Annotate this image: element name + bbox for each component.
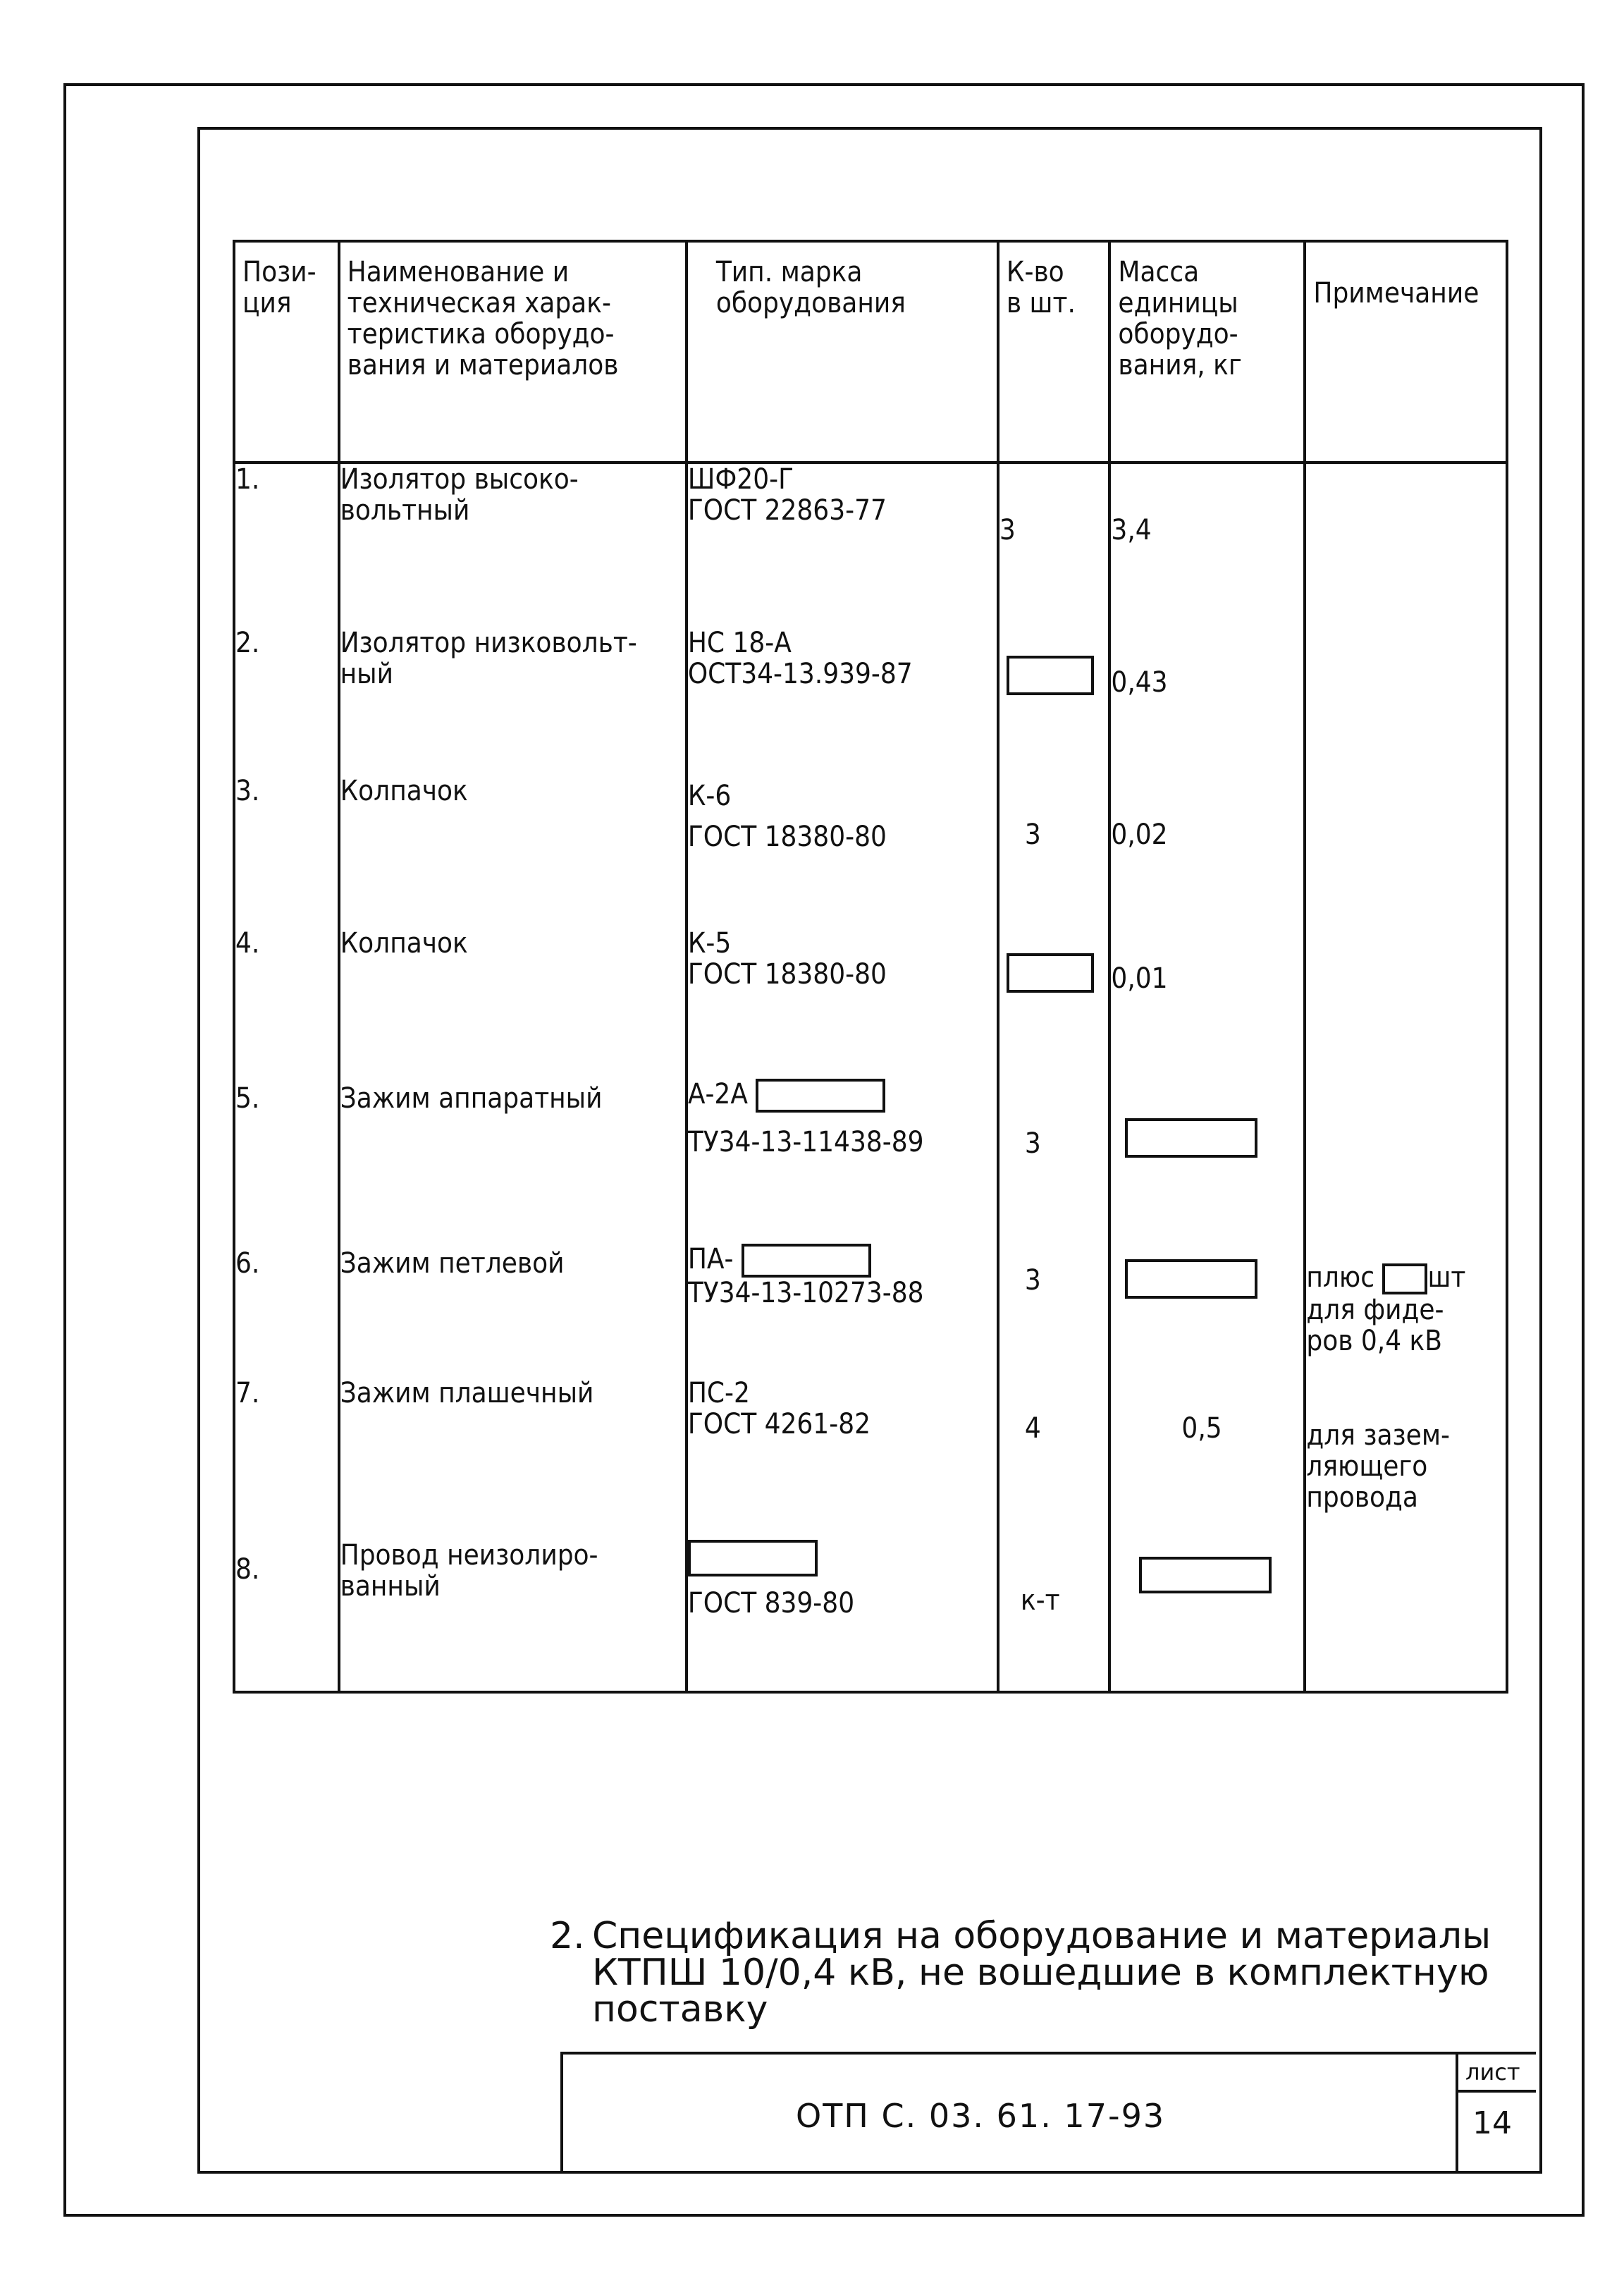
sheet-divider: [1458, 2090, 1536, 2093]
cell-mass: 3,4: [1109, 463, 1305, 620]
cell-note: [1305, 1069, 1507, 1234]
cell-quantity: 4: [998, 1371, 1110, 1526]
cell-mass: [1109, 1526, 1305, 1692]
blank-box: [688, 1540, 818, 1576]
cell-mass: [1109, 1069, 1305, 1234]
type-line1: А-2А: [687, 1078, 748, 1110]
type-line1: ПА-: [687, 1243, 734, 1275]
cell-position: 7.: [234, 1371, 339, 1526]
table-row: [234, 773, 1507, 925]
cell-mass: [1109, 1234, 1305, 1371]
blank-box: [1007, 953, 1094, 993]
cell-position: 8.: [234, 1526, 339, 1692]
table-row: [234, 1371, 1507, 1526]
blank-box: [756, 1079, 885, 1113]
cell-name: Изолятор низковольт- ный: [339, 620, 687, 773]
cell-type: ШФ20-Г ГОСТ 22863-77: [687, 463, 998, 620]
cell-name: Зажим петлевой: [339, 1234, 687, 1371]
table-row: [234, 1069, 1507, 1234]
cell-type: К-6 ГОСТ 18380-80: [687, 773, 998, 925]
caption-line: Спецификация на оборудование и материалы: [592, 1915, 1491, 1957]
cell-mass: 0,5: [1109, 1371, 1305, 1526]
header-type: Тип. марка оборудования: [687, 241, 998, 463]
cell-quantity: 3: [998, 463, 1110, 620]
cell-quantity: [998, 925, 1110, 1069]
cell-type: [687, 1069, 998, 1234]
cell-type: ПС-2 ГОСТ 4261-82: [687, 1371, 998, 1526]
blank-box: [742, 1244, 871, 1278]
cell-name: Колпачок: [339, 773, 687, 925]
caption: [550, 1915, 1491, 2031]
blank-box: [1139, 1557, 1272, 1593]
specification-table: [233, 240, 1508, 1694]
caption-line: КТПШ 10/0,4 кВ, не вошедшие в комплектную: [592, 1952, 1489, 1994]
cell-mass: 0,43: [1109, 620, 1305, 773]
cell-quantity: [998, 620, 1110, 773]
cell-quantity: 3: [998, 1234, 1110, 1371]
blank-box: [1382, 1263, 1427, 1294]
header-name: Наименование и техническая харак- теристика оборудо- вания и материалов: [339, 241, 687, 463]
cell-note: [1305, 925, 1507, 1069]
caption-line: поставку: [592, 1988, 768, 2031]
cell-type: [687, 1234, 998, 1371]
type-line2: ГОСТ 839-80: [687, 1587, 855, 1619]
cell-position: 1.: [234, 463, 339, 620]
cell-note: для зазем- ляющего провода: [1305, 1371, 1507, 1526]
table-row: [234, 925, 1507, 1069]
table-header-row: [234, 241, 1507, 463]
cell-position: 5.: [234, 1069, 339, 1234]
cell-mass: 0,02: [1109, 773, 1305, 925]
cell-note: [1305, 463, 1507, 620]
sheet-label: лист: [1465, 2059, 1520, 2086]
cell-mass: 0,01: [1109, 925, 1305, 1069]
note-plus: плюс: [1306, 1261, 1374, 1294]
table-row: [234, 1526, 1507, 1692]
cell-name: Изолятор высоко- вольтный: [339, 463, 687, 620]
caption-number: 2.: [550, 1915, 585, 1957]
cell-quantity: 3: [998, 1069, 1110, 1234]
cell-note: [1305, 1526, 1507, 1692]
header-quantity: К-во в шт.: [998, 241, 1110, 463]
blank-box: [1125, 1259, 1257, 1299]
table-row: [234, 620, 1507, 773]
blank-box: [1007, 656, 1094, 695]
cell-name: Зажим аппаратный: [339, 1069, 687, 1234]
header-note: Примечание: [1305, 241, 1507, 463]
type-line2: ТУ34-13-10273-88: [687, 1277, 924, 1309]
cell-position: 6.: [234, 1234, 339, 1371]
cell-type: НС 18-А ОСТ34-13.939-87: [687, 620, 998, 773]
blank-box: [1125, 1118, 1257, 1158]
note-pcs: шт: [1427, 1261, 1466, 1294]
document-code: ОТП С. 03. 61. 17-93: [796, 2097, 1166, 2135]
cell-position: 4.: [234, 925, 339, 1069]
cell-note: [1305, 773, 1507, 925]
sheet-box: [1456, 2055, 1536, 2171]
table-row: [234, 463, 1507, 620]
cell-type: [687, 1526, 998, 1692]
table-row: [234, 1234, 1507, 1371]
cell-quantity: 3: [998, 773, 1110, 925]
note-text: для фиде- ров 0,4 кВ: [1306, 1294, 1444, 1357]
cell-name: Колпачок: [339, 925, 687, 1069]
header-position: Пози- ция: [234, 241, 339, 463]
cell-type: К-5 ГОСТ 18380-80: [687, 925, 998, 1069]
cell-position: 2.: [234, 620, 339, 773]
cell-note: [1305, 1234, 1507, 1371]
cell-name: Провод неизолиро- ванный: [339, 1526, 687, 1692]
cell-position: 3.: [234, 773, 339, 925]
title-stamp: [560, 2052, 1536, 2171]
cell-note: [1305, 620, 1507, 773]
cell-name: Зажим плашечный: [339, 1371, 687, 1526]
cell-quantity: к-т: [998, 1526, 1110, 1692]
header-mass: Масса единицы оборудо- вания, кг: [1109, 241, 1305, 463]
sheet-number: 14: [1472, 2105, 1512, 2141]
type-line2: ТУ34-13-11438-89: [687, 1126, 924, 1158]
